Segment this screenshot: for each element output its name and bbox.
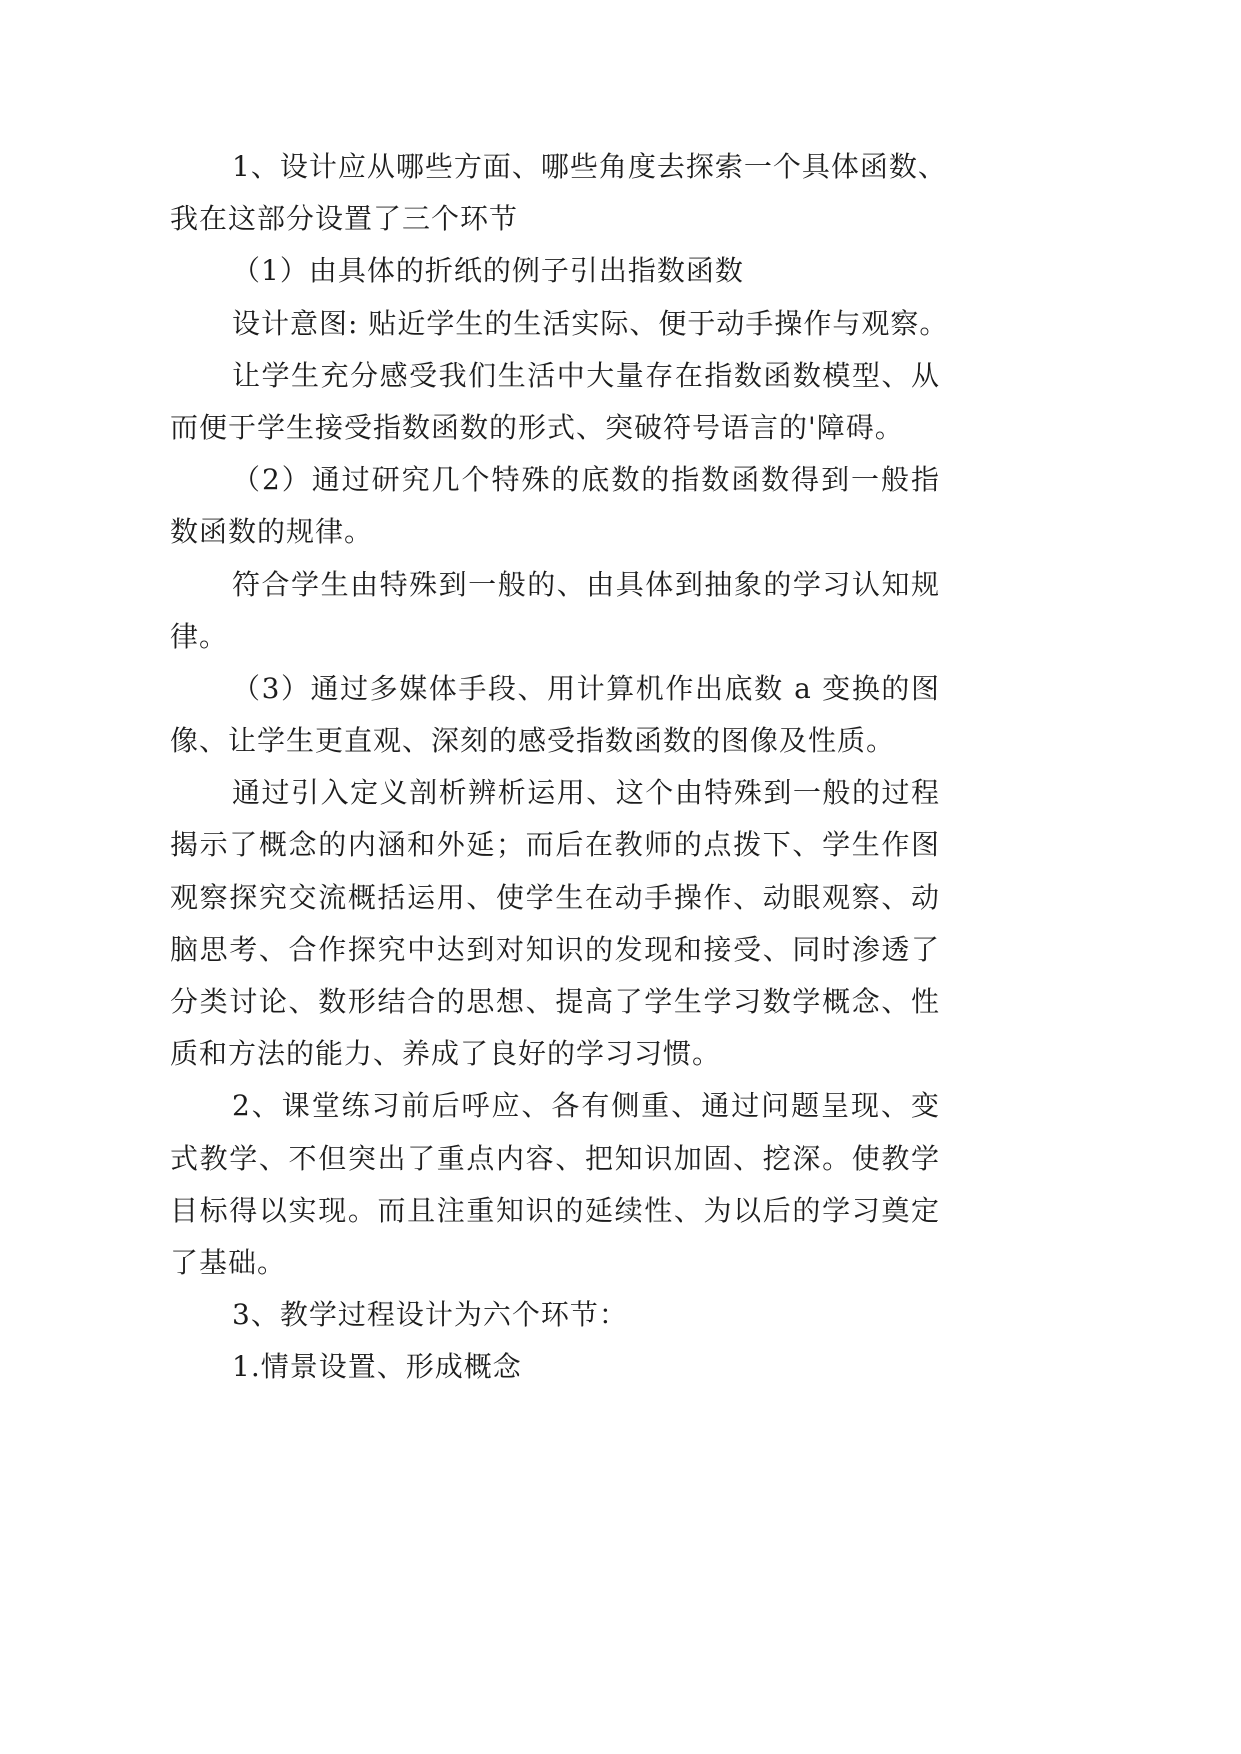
text-line: 设计意图: 贴近学生的生活实际、便于动手操作与观察。 (232, 306, 949, 340)
text-line: 1.情景设置、形成概念 (232, 1350, 522, 1384)
text-line: 目标得以实现。而且注重知识的延续性、为以后的学习奠定 (170, 1193, 940, 1227)
text-line: 1、设计应从哪些方面、哪些角度去探索一个具体函数、 (232, 150, 947, 183)
text-line: 符合学生由特殊到一般的、由具体到抽象的学习认知规 (232, 567, 940, 601)
text-line: 像、让学生更直观、深刻的感受指数函数的图像及性质。 (170, 724, 896, 758)
text-line: 通过引入定义剖析辨析运用、这个由特殊到一般的过程 (232, 776, 940, 810)
text-line: （1）由具体的折纸的例子引出指数函数 (232, 254, 744, 288)
text-line: 质和方法的能力、养成了良好的学习习惯。 (170, 1037, 722, 1071)
body-text (170, 141, 949, 1394)
text-line: 了基础。 (170, 1245, 287, 1279)
text-line: 数函数的规律。 (170, 515, 374, 549)
text-line: 分类讨论、数形结合的思想、提高了学生学习数学概念、性 (170, 985, 940, 1018)
text-line: 揭示了概念的内涵和外延；而后在教师的点拨下、学生作图 (170, 828, 940, 862)
text-line: 3、教学过程设计为六个环节： (232, 1298, 628, 1332)
text-line: 让学生充分感受我们生活中大量存在指数函数模型、从 (232, 358, 940, 392)
text-line: 我在这部分设置了三个环节 (170, 202, 519, 236)
text-line: 式教学、不但突出了重点内容、把知识加固、挖深。使教学 (170, 1141, 940, 1175)
text-line: （3）通过多媒体手段、用计算机作出底数 a 变换的图 (232, 671, 940, 705)
text-line: （2）通过研究几个特殊的底数的指数函数得到一般指 (232, 463, 940, 497)
text-line: 律。 (170, 619, 229, 653)
text-line: 2、课堂练习前后呼应、各有侧重、通过问题呈现、变 (232, 1089, 940, 1123)
text-line: 脑思考、合作探究中达到对知识的发现和接受、同时渗透了 (170, 932, 940, 966)
text-line: 观察探究交流概括运用、使学生在动手操作、动眼观察、动 (170, 880, 940, 914)
text-line: 而便于学生接受指数函数的形式、突破符号语言的'障碍。 (170, 410, 904, 444)
